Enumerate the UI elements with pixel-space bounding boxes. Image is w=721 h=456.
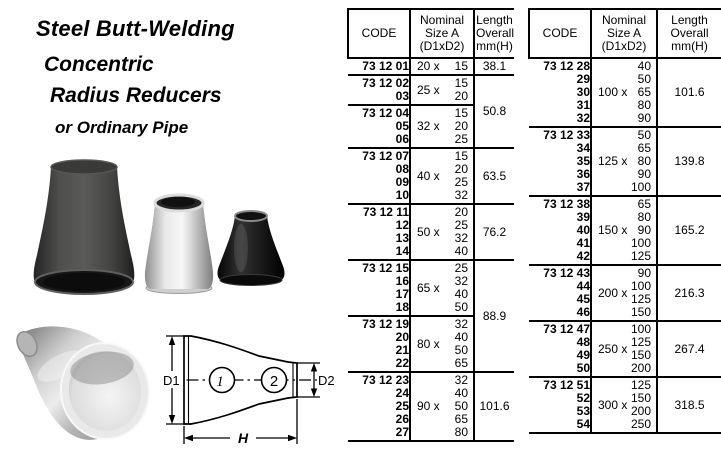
nominal-size-cell: 90 x 32 40 50 65 80	[410, 372, 474, 441]
page-title	[36, 16, 235, 138]
column-header-nominal: Nominal Size A (D1xD2)	[410, 9, 474, 58]
column-header-code: CODE	[348, 9, 410, 58]
spec-table-right	[528, 8, 721, 434]
table-row-group	[529, 127, 721, 196]
code-cell: 73 12 07 08 09 10	[348, 148, 410, 204]
code-cell: 73 12 47 48 49 50	[529, 321, 591, 377]
title-line-1: Steel Butt-Welding	[36, 16, 235, 41]
table-row-group	[348, 372, 514, 441]
table-row-group	[348, 148, 514, 204]
code-cell: 73 12 19 20 21 22	[348, 316, 410, 372]
polished-reducer-photo	[6, 318, 166, 456]
reducer-dimension-diagram	[162, 326, 340, 456]
table-row-group	[348, 75, 514, 105]
nominal-size-cell: 32 x 15 20 25	[410, 105, 474, 148]
nominal-size-cell: 50 x 20 25 32 40	[410, 204, 474, 260]
code-cell: 73 12 02 03	[348, 75, 410, 105]
stainless-reducer-photo	[145, 195, 213, 294]
column-header-nominal: Nominal Size A (D1xD2)	[591, 9, 657, 58]
reducer-photos-group	[25, 153, 290, 308]
length-cell: 76.2	[474, 204, 514, 260]
table-row-group	[529, 265, 721, 321]
table-header-row	[348, 9, 514, 58]
length-cell: 63.5	[474, 148, 514, 204]
code-cell: 73 12 43 44 45 46	[529, 265, 591, 321]
end-2-label: 2	[269, 373, 279, 390]
code-cell: 73 12 28 29 30 31 32	[529, 58, 591, 127]
d2-label: D2	[318, 373, 335, 388]
table-row-group	[529, 196, 721, 265]
length-cell: 139.8	[657, 127, 721, 196]
spec-table-left	[347, 8, 514, 442]
nominal-size-cell: 125 x 50 65 80 90 100	[591, 127, 657, 196]
d1-dimension	[162, 336, 184, 424]
code-cell: 73 12 51 52 53 54	[529, 377, 591, 433]
table-row-group	[348, 58, 514, 75]
length-cell: 88.9	[474, 260, 514, 372]
nominal-size-cell: 80 x 32 40 50 65	[410, 316, 474, 372]
length-cell: 50.8	[474, 75, 514, 148]
nominal-size-cell: 150 x 65 80 90 100 125	[591, 196, 657, 265]
code-cell: 73 12 38 39 40 41 42	[529, 196, 591, 265]
nominal-size-cell: 25 x 15 20	[410, 75, 474, 105]
code-cell: 73 12 11 12 13 14	[348, 204, 410, 260]
nominal-size-cell: 100 x 40 50 65 80 90	[591, 58, 657, 127]
column-header-length: Length Overall mm(H)	[474, 9, 514, 58]
code-cell: 73 12 01	[348, 58, 410, 75]
table-row-group	[529, 321, 721, 377]
code-cell: 73 12 23 24 25 26 27	[348, 372, 410, 441]
length-cell: 101.6	[657, 58, 721, 127]
black-reducer-photo	[218, 211, 285, 286]
title-line-3: Radius Reducers	[50, 84, 222, 107]
table-row-group	[348, 204, 514, 260]
title-line-4: or Ordinary Pipe	[55, 118, 189, 137]
end-1-label: 1	[216, 374, 224, 390]
table-row-group	[529, 58, 721, 127]
large-gray-reducer-photo	[34, 160, 135, 294]
code-cell: 73 12 04 05 06	[348, 105, 410, 148]
nominal-size-cell: 40 x 15 20 25 32	[410, 148, 474, 204]
table-header-row	[529, 9, 721, 58]
table-row-group	[348, 260, 514, 316]
d1-label: D1	[163, 373, 180, 388]
code-cell: 73 12 33 34 35 36 37	[529, 127, 591, 196]
length-cell: 165.2	[657, 196, 721, 265]
length-cell: 38.1	[474, 58, 514, 75]
nominal-size-cell: 300 x 125 150 200 250	[591, 377, 657, 433]
h-label: H	[238, 430, 249, 446]
nominal-size-cell: 20 x 15	[410, 58, 474, 75]
code-cell: 73 12 15 16 17 18	[348, 260, 410, 316]
column-header-code: CODE	[529, 9, 591, 58]
table-row-group	[529, 377, 721, 433]
polished-reducer-body	[13, 326, 155, 444]
length-cell: 267.4	[657, 321, 721, 377]
length-cell: 216.3	[657, 265, 721, 321]
title-line-2: Concentric	[44, 53, 154, 76]
nominal-size-cell: 65 x 25 32 40 50	[410, 260, 474, 316]
length-cell: 101.6	[474, 372, 514, 441]
length-cell: 318.5	[657, 377, 721, 433]
nominal-size-cell: 200 x 90 100 125 150	[591, 265, 657, 321]
column-header-length: Length Overall mm(H)	[657, 9, 721, 58]
nominal-size-cell: 250 x 100 125 150 200	[591, 321, 657, 377]
